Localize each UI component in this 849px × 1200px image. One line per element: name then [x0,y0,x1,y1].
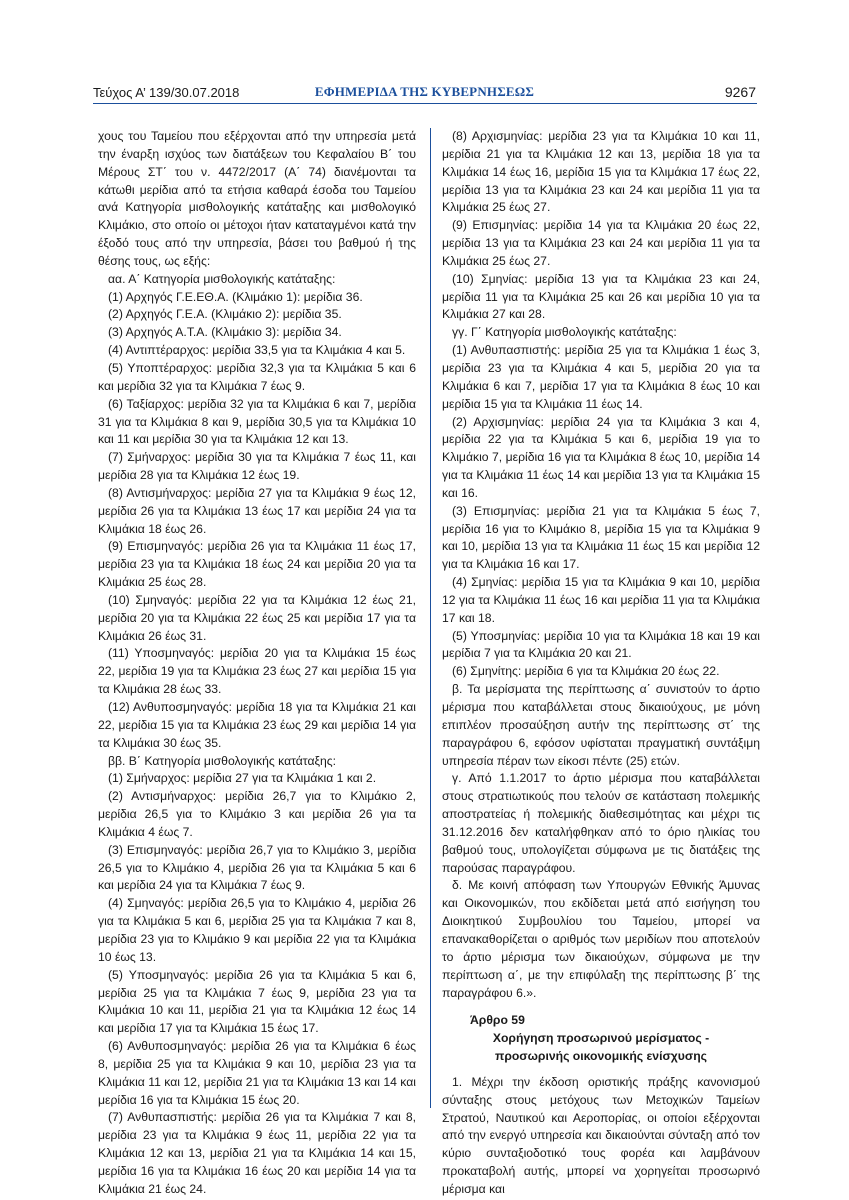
article-title-line1: Χορήγηση προσωρινού μερίσματος - [492,1031,710,1046]
paragraph: (5) Υποπτέραρχος: μερίδια 32,3 για τα Κλιμάκια 5 και 6 και μερίδια 32 για τα Κλιμάκια 7 έως 9. [98,360,416,393]
paragraph: (10) Σμηναγός: μερίδια 22 για τα Κλιμάκια 12 έως 21, μερίδια 20 για τα Κλιμάκια 22 έως 25 και μερίδια 17 για τα Κλιμάκια 26 έως 31. [98,592,416,643]
paragraph: (7) Ανθυπασπιστής: μερίδια 26 για τα Κλιμάκια 7 και 8, μερίδια 23 για τα Κλιμάκια 9 έως 11, μερίδια 22 για τα Κλιμάκια 12 και 13, μερίδια 21 για τα Κλιμάκια 14 και 15, μερίδια 16 για τα Κλιμάκια 16 έως 20 και μερίδια 14 για τα Κλιμάκια 21 έως 24. [98,1110,416,1196]
paragraph: (3) Επισμηναγός: μερίδια 26,7 για το Κλιμάκιο 3, μερίδια 26,5 για το Κλιμάκιο 4, μερίδια 26 για τα Κλιμάκια 5 και 6 και μερίδια 24 για τα Κλιμάκια 7 έως 9. [98,842,416,893]
paragraph: (8) Αντισμήναρχος: μερίδια 27 για τα Κλιμάκια 9 έως 12, μερίδια 26 για τα Κλιμάκια 13 έως 17 και μερίδια 24 για τα Κλιμάκια 18 έως 26. [98,485,416,536]
paragraph: (10) Σμηνίας: μερίδια 13 για τα Κλιμάκια 23 και 24, μερίδια 11 για τα Κλιμάκια 25 και 26 και μερίδια 10 για τα Κλιμάκια 27 και 28. [442,271,760,322]
left-column [98,128,416,1199]
paragraph: (2) Αρχισμηνίας: μερίδια 24 για τα Κλιμάκια 3 και 4, μερίδια 22 για τα Κλιμάκια 5 και 6, μερίδια 19 για το Κλιμάκιο 7, μερίδια 16 για τα Κλιμάκια 8 έως 10, μερίδια 14 για τα Κλιμάκια 11 έως 14 και μερίδια 13 για τα Κλιμάκια 15 και 16. [442,414,760,500]
paragraph: (5) Υποσμηναγός: μερίδια 26 για τα Κλιμάκια 5 και 6, μερίδια 25 για τα Κλιμάκια 7 έως 9, μερίδια 23 για τα Κλιμάκια 10 και 11, μερίδια 21 για τα Κλιμάκια 12 έως 14 και μερίδια 17 για τα Κλιμάκια 15 έως 17. [98,967,416,1036]
paragraph: (6) Ταξίαρχος: μερίδια 32 για τα Κλιμάκια 6 και 7, μερίδια 31 για τα Κλιμάκια 8 και 9, μερίδια 30,5 για τα Κλιμάκια 10 και 11 και μερίδια 30 για τα Κλιμάκια 12 και 13. [98,396,416,447]
right-column-bottom [442,1074,760,1199]
paragraph: (1) Ανθυπασπιστής: μερίδια 25 για τα Κλιμάκια 1 έως 3, μερίδια 23 για τα Κλιμάκια 4 και 5, μερίδια 20 για τα Κλιμάκια 6 και 7, μερίδια 17 για τα Κλιμάκια 8 έως 10 και μερίδια 15 για τα Κλιμάκια 11 έως 14. [442,343,760,411]
paragraph: (8) Αρχισμηνίας: μερίδια 23 για τα Κλιμάκια 10 και 11, μερίδια 21 για τα Κλιμάκια 12 και 13, μερίδια 18 για τα Κλιμάκια 14 έως 16, μερίδια 15 για τα Κλιμάκια 17 έως 22, μερίδια 13 για τα Κλιμάκια 23 και 24 και μερίδια 11 για τα Κλιμάκια 25 έως 27. [442,129,760,215]
article-heading [442,1012,760,1066]
paragraph: 1. Μέχρι την έκδοση οριστικής πράξης κανονισμού σύνταξης στους μετόχους των Μετοχικών Ταμείων Στρατού, Ναυτικού και Αεροπορίας, οι οποίοι εξέρχονται από την ενεργό υπηρεσία και δικαιούνται σύνταξη από τον κύριο συνταξιοδοτικό τους φορέα και λαμβάνουν προκαταβολή αυτής, μπορεί να χορηγείται προσωρινό μέρισμα και [442,1074,760,1196]
paragraph: (3) Αρχηγός Α.Τ.Α. (Κλιμάκιο 3): μερίδια 34. [108,325,342,340]
column-divider [430,128,431,1108]
paragraph: (9) Επισμηναγός: μερίδια 26 για τα Κλιμάκια 11 έως 17, μερίδια 23 για τα Κλιμάκια 18 έως 24 και μερίδια 20 για τα Κλιμάκια 25 έως 28. [98,539,416,590]
paragraph: (11) Υποσμηναγός: μερίδια 20 για τα Κλιμάκια 15 έως 22, μερίδια 19 για τα Κλιμάκια 23 έως 27 και μερίδια 15 για τα Κλιμάκια 28 έως 33. [98,646,416,697]
paragraph: ββ. Β΄ Κατηγορία μισθολογικής κατάταξης: [108,753,336,768]
paragraph: β. Τα μερίσματα της περίπτωσης α΄ συνιστούν το άρτιο μέρισμα που καταβάλλεται στους δικαιούχους, με μόνη επιπλέον προσαύξηση αυτήν της περίπτωσης στ΄ της παραγράφου 6, εφόσον υφίσταται πραγματική συντάξιμη υπηρεσία πέραν των είκοσι πέντε (25) ετών. [442,682,760,768]
paragraph: (3) Επισμηνίας: μερίδια 21 για τα Κλιμάκια 5 έως 7, μερίδια 16 για το Κλιμάκιο 8, μερίδια 15 για τα Κλιμάκια 9 και 10, μερίδια 13 για τα Κλιμάκια 11 έως 15 και μερίδια 12 για τα Κλιμάκια 16 και 17. [442,503,760,572]
paragraph: γγ. Γ΄ Κατηγορία μισθολογικής κατάταξης: [452,325,677,340]
issue-label: Τεύχος Α’ 139/30.07.2018 [93,85,240,100]
paragraph: χους του Ταμείου που εξέρχονται από την υπηρεσία μετά την έναρξη ισχύος των διατάξεων του Κεφαλαίου Β΄ του Μέρους ΣΤ΄ του ν. 4472/2017 (Α΄ 74) διανέμονται τα κάτωθι μερίδια από τα ετήσια καθαρά έσοδα του Ταμείου ανά Κατηγορία μισθολογικής κατάταξης και μισθολογικό Κλιμάκιο, στο οποίο οι μέτοχοι ήταν καταταγμένοι κατά την έξοδό τους από την υπηρεσία, βάσει του βαθμού ή της θέσης τους, ως εξής: [98,129,416,268]
paragraph: δ. Με κοινή απόφαση των Υπουργών Εθνικής Άμυνας και Οικονομικών, που εκδίδεται μετά από εισήγηση του Διοικητικού Συμβουλίου του Ταμείου, μπορεί να επανακαθορίζεται ο αριθμός των μεριδίων που αποτελούν το άρτιο μέρισμα των δικαιούχων, σύμφωνα με την περίπτωση α΄, με την επιφύλαξη της περίπτωσης β΄ της παραγράφου 6.». [442,878,760,1000]
right-column [442,128,760,1199]
paragraph: γ. Από 1.1.2017 το άρτιο μέρισμα που καταβάλλεται στους στρατιωτικούς που τελούν σε κατάσταση πολεμικής αποστρατείας ή πολεμικής διαθεσιμότητας και μέχρι τις 31.12.2016 δεν καταλήφθηκαν από το όριο ηλικίας του βαθμού τους, υπολογίζεται σύμφωνα με τις διατάξεις της παρούσας παραγράφου. [442,771,760,875]
header-divider [93,103,757,104]
paragraph: (1) Αρχηγός Γ.Ε.ΕΘ.Α. (Κλιμάκιο 1): μερίδια 36. [108,289,363,304]
right-column-top [442,128,760,1002]
paragraph: (4) Σμηναγός: μερίδια 26,5 για το Κλιμάκιο 4, μερίδια 26 για τα Κλιμάκια 5 και 6, μερίδια 25 για τα Κλιμάκια 7 και 8, μερίδια 23 για το Κλιμάκιο 9 και μερίδια 22 για τα Κλιμάκια 10 έως 13. [98,896,416,964]
paragraph: (4) Σμηνίας: μερίδια 15 για τα Κλιμάκια 9 και 10, μερίδια 12 για τα Κλιμάκια 11 έως 16 και μερίδια 11 για τα Κλιμάκια 17 και 18. [442,575,760,625]
article-number: Άρθρο 59 [470,1013,525,1028]
paragraph: (12) Ανθυποσμηναγός: μερίδια 18 για τα Κλιμάκια 21 και 22, μερίδια 15 για τα Κλιμάκια 23 έως 29 και μερίδια 14 για τα Κλιμάκια 30 έως 35. [98,700,416,750]
paragraph: (9) Επισμηνίας: μερίδια 14 για τα Κλιμάκια 20 έως 22, μερίδια 13 για τα Κλιμάκια 23 και 24 και μερίδια 11 για τα Κλιμάκια 25 έως 27. [442,218,760,268]
paragraph: αα. Α΄ Κατηγορία μισθολογικής κατάταξης: [108,271,336,286]
paragraph: (4) Αντιπτέραρχος: μερίδια 33,5 για τα Κλιμάκια 4 και 5. [108,343,406,358]
journal-title: ΕΦΗΜΕΡΙΔΑ ΤΗΣ ΚΥΒΕΡΝΗΣΕΩΣ [314,84,535,99]
paragraph: (6) Σμηνίτης: μερίδια 6 για τα Κλιμάκια 20 έως 22. [452,664,720,679]
paragraph: (2) Αρχηγός Γ.Ε.Α. (Κλιμάκιο 2): μερίδια 35. [108,307,342,322]
paragraph: (7) Σμήναρχος: μερίδια 30 για τα Κλιμάκια 7 έως 11, και μερίδια 28 για τα Κλιμάκια 12 έως 19. [98,450,416,483]
article-title-line2: προσωρινής οικονομικής ενίσχυσης [494,1049,708,1064]
paragraph: (1) Σμήναρχος: μερίδια 27 για τα Κλιμάκια 1 και 2. [108,771,377,786]
paragraph: (5) Υποσμηνίας: μερίδια 10 για τα Κλιμάκια 18 και 19 και μερίδια 7 για τα Κλιμάκια 20 και 21. [442,628,760,661]
paragraph: (6) Ανθυποσμηναγός: μερίδια 26 για τα Κλιμάκια 6 έως 8, μερίδια 25 για τα Κλιμάκια 9 και 10, μερίδια 23 για τα Κλιμάκια 11 και 12, μερίδια 21 για τα Κλιμάκια 13 και 14 και μερίδια 16 για τα Κλιμάκια 15 έως 20. [98,1039,416,1107]
paragraph: (2) Αντισμήναρχος: μερίδια 26,7 για το Κλιμάκιο 2, μερίδια 26,5 για το Κλιμάκιο 3 και μερίδια 26 για τα Κλιμάκια 4 έως 7. [98,789,416,839]
page-number: 9267 [724,84,756,100]
